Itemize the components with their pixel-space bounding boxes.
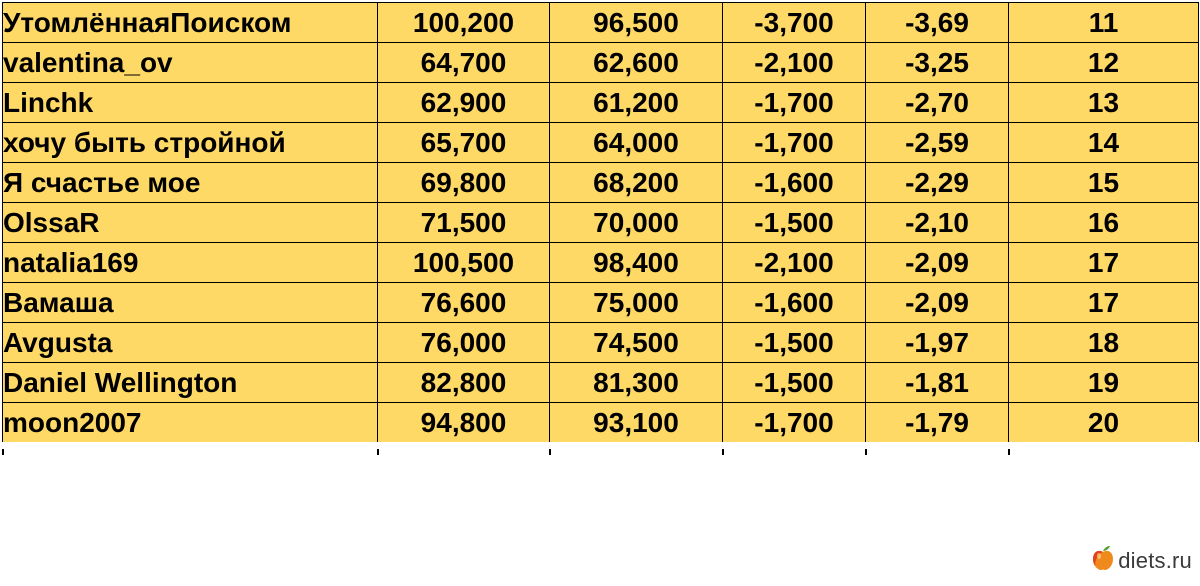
cell-current-weight: 74,500 (550, 323, 723, 363)
cell-name: moon2007 (3, 403, 378, 443)
cell-weight-change: -1,700 (723, 123, 866, 163)
cell-current-weight: 68,200 (550, 163, 723, 203)
cell-percent-change: -1,79 (866, 403, 1009, 443)
cell-current-weight: 61,200 (550, 83, 723, 123)
cell-weight-change: -1,500 (723, 363, 866, 403)
cell-percent-change: -2,29 (866, 163, 1009, 203)
table-row (3, 163, 1199, 203)
cell-percent-change: -2,59 (866, 123, 1009, 163)
watermark-text: diets.ru (1118, 547, 1192, 573)
cell-name: Daniel Wellington (3, 363, 378, 403)
watermark (1092, 545, 1192, 576)
apple-icon (1092, 545, 1114, 576)
cell-weight-change: -2,100 (723, 243, 866, 283)
cell-rank: 20 (1009, 403, 1199, 443)
cell-weight-change: -1,600 (723, 283, 866, 323)
table-row (3, 83, 1199, 123)
cell-name: Linchk (3, 83, 378, 123)
cell-rank: 14 (1009, 123, 1199, 163)
cell-percent-change: -2,70 (866, 83, 1009, 123)
cell-start-weight: 71,500 (378, 203, 550, 243)
cell-start-weight: 100,500 (378, 243, 550, 283)
cell-name: OlssaR (3, 203, 378, 243)
cell-percent-change: -2,09 (866, 283, 1009, 323)
table-row (3, 363, 1199, 403)
table-row (3, 123, 1199, 163)
cell-rank: 18 (1009, 323, 1199, 363)
cell-start-weight: 82,800 (378, 363, 550, 403)
cell-name: valentina_ov (3, 43, 378, 83)
cell-percent-change: -1,81 (866, 363, 1009, 403)
cell-start-weight: 65,700 (378, 123, 550, 163)
cell-start-weight: 64,700 (378, 43, 550, 83)
cell-start-weight: 100,200 (378, 3, 550, 43)
cell-name: УтомлённаяПоиском (3, 3, 378, 43)
grid-continuation (2, 449, 1198, 455)
table-row (3, 203, 1199, 243)
table-row (3, 403, 1199, 443)
cell-name: natalia169 (3, 243, 378, 283)
table-row (3, 43, 1199, 83)
cell-weight-change: -2,100 (723, 43, 866, 83)
table-row (3, 243, 1199, 283)
cell-start-weight: 94,800 (378, 403, 550, 443)
cell-percent-change: -3,25 (866, 43, 1009, 83)
cell-current-weight: 62,600 (550, 43, 723, 83)
cell-rank: 17 (1009, 243, 1199, 283)
cell-name: хочу быть стройной (3, 123, 378, 163)
cell-weight-change: -1,500 (723, 323, 866, 363)
cell-current-weight: 75,000 (550, 283, 723, 323)
cell-start-weight: 69,800 (378, 163, 550, 203)
cell-current-weight: 96,500 (550, 3, 723, 43)
cell-rank: 16 (1009, 203, 1199, 243)
table-row (3, 3, 1199, 43)
cell-rank: 13 (1009, 83, 1199, 123)
cell-rank: 15 (1009, 163, 1199, 203)
cell-weight-change: -1,600 (723, 163, 866, 203)
cell-weight-change: -3,700 (723, 3, 866, 43)
cell-weight-change: -1,700 (723, 83, 866, 123)
cell-rank: 12 (1009, 43, 1199, 83)
cell-rank: 17 (1009, 283, 1199, 323)
cell-start-weight: 76,600 (378, 283, 550, 323)
cell-name: Avgusta (3, 323, 378, 363)
table-row (3, 283, 1199, 323)
cell-percent-change: -2,10 (866, 203, 1009, 243)
cell-start-weight: 62,900 (378, 83, 550, 123)
cell-percent-change: -2,09 (866, 243, 1009, 283)
cell-rank: 11 (1009, 3, 1199, 43)
cell-current-weight: 93,100 (550, 403, 723, 443)
cell-current-weight: 98,400 (550, 243, 723, 283)
cell-name: Вамаша (3, 283, 378, 323)
table-body (3, 3, 1199, 443)
cell-start-weight: 76,000 (378, 323, 550, 363)
cell-current-weight: 64,000 (550, 123, 723, 163)
cell-percent-change: -3,69 (866, 3, 1009, 43)
cell-weight-change: -1,700 (723, 403, 866, 443)
cell-current-weight: 81,300 (550, 363, 723, 403)
cell-name: Я счастье мое (3, 163, 378, 203)
spreadsheet (2, 2, 1199, 442)
cell-rank: 19 (1009, 363, 1199, 403)
weight-loss-table (2, 2, 1199, 442)
cell-percent-change: -1,97 (866, 323, 1009, 363)
cell-current-weight: 70,000 (550, 203, 723, 243)
cell-weight-change: -1,500 (723, 203, 866, 243)
table-row (3, 323, 1199, 363)
